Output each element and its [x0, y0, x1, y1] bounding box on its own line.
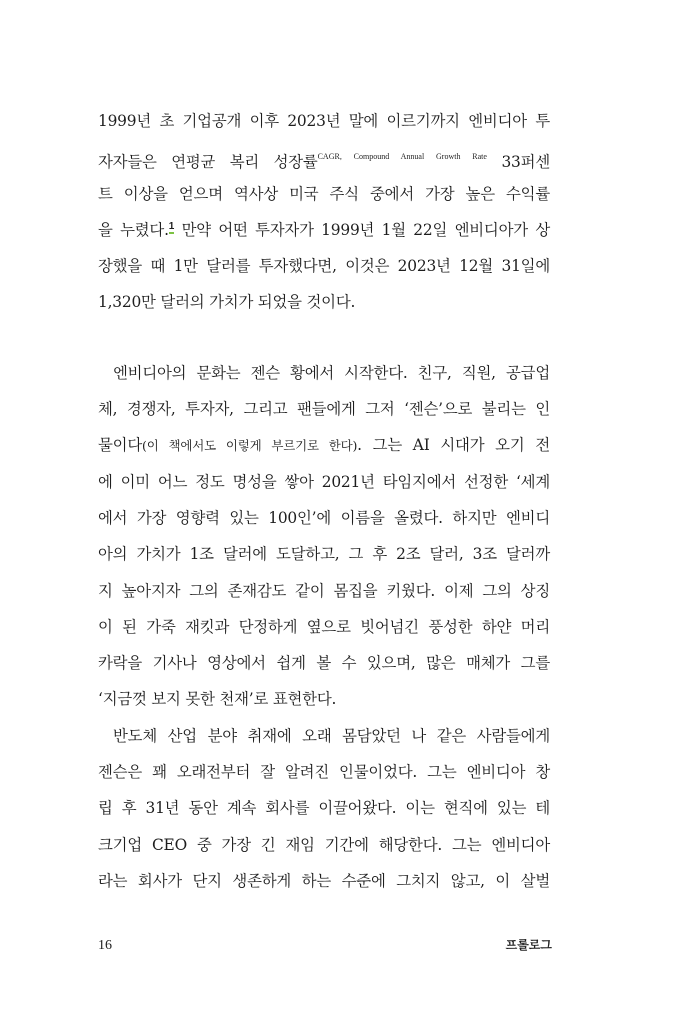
paragraph-1: [98, 103, 550, 321]
text-span: 물이다: [98, 436, 143, 455]
parenthetical-note: (이 책에서도 이렇게 부르기로 한다): [142, 438, 358, 454]
text-span: . 그는 AI 시대가 오기 전: [357, 436, 550, 455]
text-span: 33퍼센: [486, 153, 550, 172]
text-line: 에 이미 어느 정도 명성을 쌓아 2021년 타임지에서 선정한 ‘세계: [98, 472, 550, 491]
text-line: 체, 경쟁자, 투자자, 그리고 팬들에게 그저 ‘젠슨’으로 불리는 인: [98, 400, 550, 419]
text-line: [98, 139, 550, 175]
page-footer: [98, 936, 552, 954]
footnote-link[interactable]: 1: [168, 220, 175, 232]
text-line: [98, 427, 550, 463]
text-line: 젠슨은 꽤 오래전부터 잘 알려진 인물이었다. 그는 엔비디아 창: [98, 763, 550, 782]
text-line: 엔비디아의 문화는 젠슨 황에서 시작한다. 친구, 직원, 공급업: [113, 363, 550, 382]
cagr-annotation: CAGR, Compound Annual Growth Rate: [317, 152, 487, 162]
paragraph-3: [98, 718, 550, 899]
page-body: [98, 103, 550, 899]
text-line: 지 높아지자 그의 존재감도 같이 몸집을 키웠다. 이제 그의 상징: [98, 581, 550, 600]
paragraph-gap: [98, 321, 550, 355]
text-span: 만약 어떤 투자자가 1999년 1월 22일 엔비디아가 상: [174, 220, 550, 239]
text-span: 을 누렸다.: [98, 220, 169, 239]
text-line: 이 된 가죽 재킷과 단정하게 옆으로 빗어넘긴 풍성한 하얀 머리: [98, 617, 550, 636]
text-line: ‘지금껏 보지 못한 천재’로 표현한다.: [98, 690, 337, 709]
text-line: 1999년 초 기업공개 이후 2023년 말에 이르기까지 엔비디아 투: [98, 112, 550, 130]
paragraph-2: [98, 355, 550, 718]
text-line: 트 이상을 얻으며 역사상 미국 주식 중에서 가장 높은 수익률: [98, 184, 550, 203]
section-name: 프롤로그: [505, 938, 552, 952]
text-line: [98, 212, 550, 248]
text-line: 카락을 기사나 영상에서 쉽게 볼 수 있으며, 많은 매체가 그를: [98, 654, 550, 673]
text-span: 자자들은 연평균 복리 성장률: [98, 153, 318, 172]
text-line: 장했을 때 1만 달러를 투자했다면, 이것은 2023년 12월 31일에: [98, 257, 550, 276]
text-line: 크기업 CEO 중 가장 긴 재임 기간에 해당한다. 그는 엔비디아: [98, 835, 550, 854]
text-line: 반도체 산업 분야 취재에 오래 몸담았던 나 같은 사람들에게: [113, 726, 550, 745]
text-line: 에서 가장 영향력 있는 100인’에 이름을 올렸다. 하지만 엔비디: [98, 508, 550, 527]
text-line: 1,320만 달러의 가치가 되었을 것이다.: [98, 293, 356, 312]
text-line: 아의 가치가 1조 달러에 도달하고, 그 후 2조 달러, 3조 달러까: [98, 545, 550, 564]
text-line: 라는 회사가 단지 생존하게 하는 수준에 그치지 않고, 이 살벌: [98, 871, 550, 890]
page-number: 16: [98, 938, 112, 953]
text-line: 립 후 31년 동안 계속 회사를 이끌어왔다. 이는 현직에 있는 테: [98, 799, 550, 818]
